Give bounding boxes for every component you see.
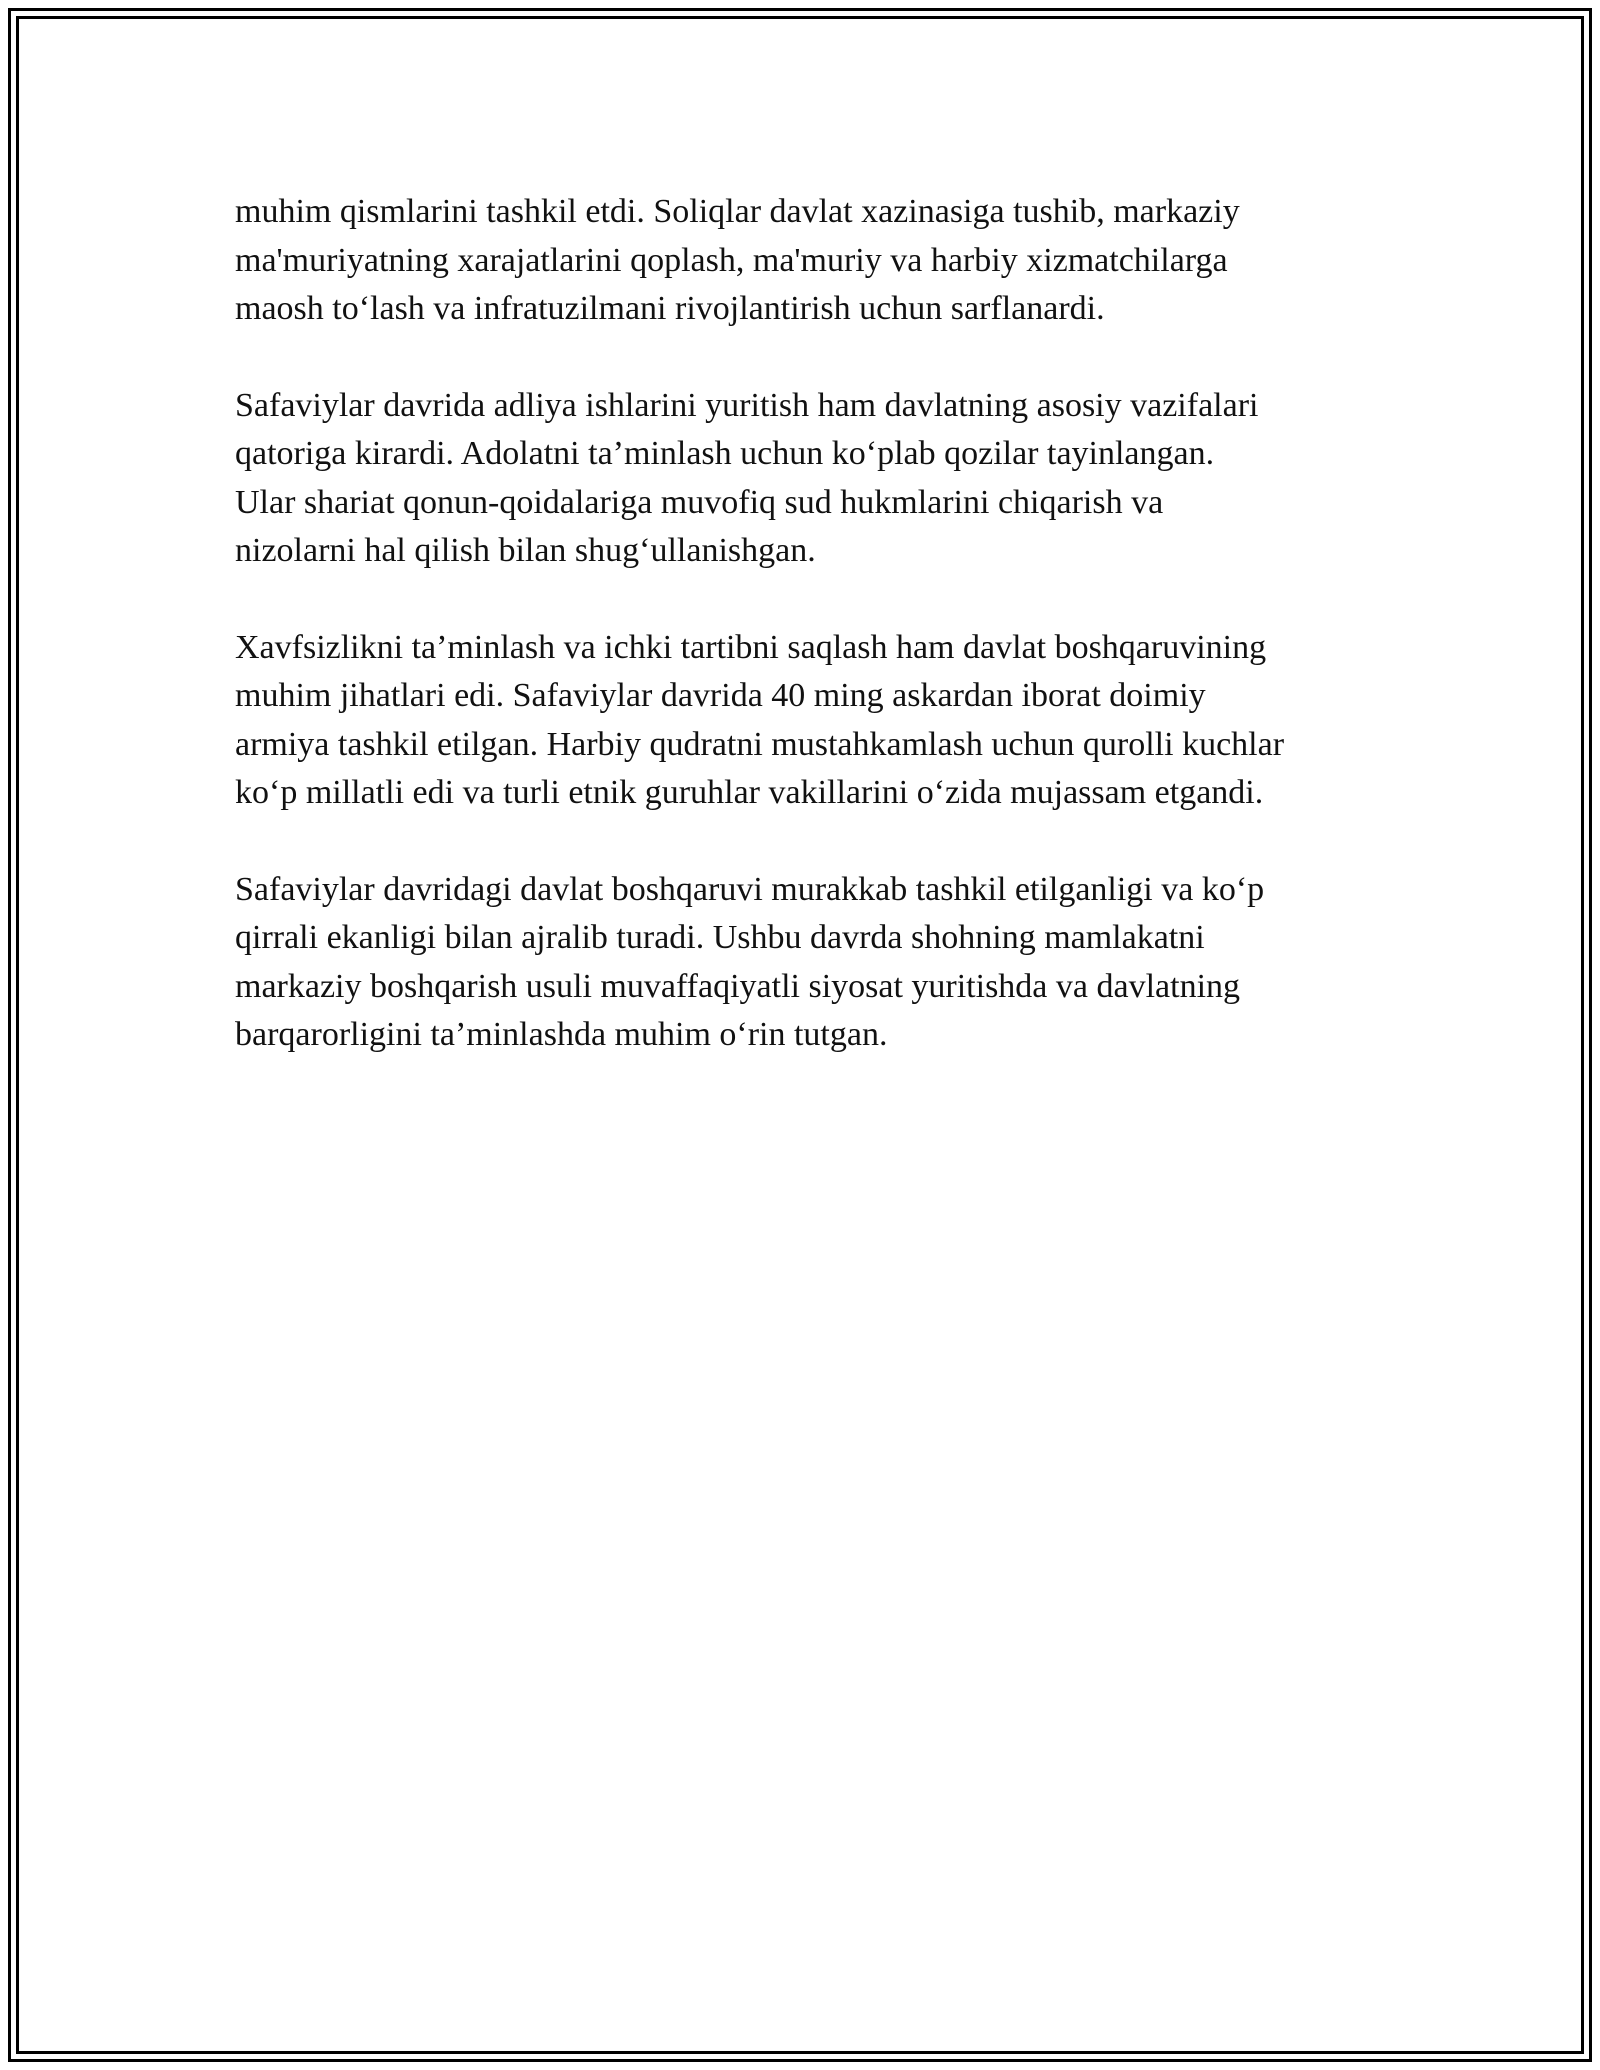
text-line: muhim jihatlari edi. Safaviylar davrida 40 ming askardan iborat doimiy bbox=[235, 677, 1206, 714]
text-line: nizolarni hal qilish bilan shug‘ullanishgan. bbox=[235, 532, 816, 569]
text-line: muhim qismlarini tashkil etdi. Soliqlar davlat xazinasiga tushib, markaziy bbox=[235, 193, 1240, 230]
text-line: barqarorligini ta’minlashda muhim o‘rin tutgan. bbox=[235, 1016, 888, 1053]
paragraph-taxes bbox=[235, 188, 1415, 334]
text-line: Safaviylar davridagi davlat boshqaruvi murakkab tashkil etilganligi va ko‘p bbox=[235, 870, 1265, 908]
text-line: armiya tashkil etilgan. Harbiy qudratni mustahkamlash uchun qurolli kuchlar bbox=[235, 725, 1285, 763]
text-line: ko‘p millatli edi va turli etnik guruhlar vakillarini o‘zida mujassam etgandi. bbox=[235, 774, 1264, 811]
text-line: ma'muriyatning xarajatlarini qoplash, ma'muriy va harbiy xizmatchilarga bbox=[235, 241, 1228, 279]
document-body bbox=[235, 188, 1415, 1108]
text-line: qirrali ekanligi bilan ajralib turadi. Ushbu davrda shohning mamlakatni bbox=[235, 919, 1205, 956]
text-line: markaziy boshqarish usuli muvaffaqiyatli siyosat yuritishda va davlatning bbox=[235, 967, 1241, 1005]
text-line: maosh to‘lash va infratuzilmani rivojlantirish uchun sarflanardi. bbox=[235, 290, 1105, 327]
text-line: Safaviylar davrida adliya ishlarini yuritish ham davlatning asosiy vazifalari bbox=[235, 386, 1259, 424]
paragraph-security bbox=[235, 624, 1415, 818]
paragraph-justice bbox=[235, 382, 1415, 576]
text-line: Xavfsizlikni ta’minlash va ichki tartibni saqlash ham davlat boshqaruvining bbox=[235, 628, 1267, 666]
text-line: Ular shariat qonun-qoidalariga muvofiq sud hukmlarini chiqarish va bbox=[235, 483, 1164, 521]
text-line: qatoriga kirardi. Adolatni ta’minlash uchun ko‘plab qozilar tayinlangan. bbox=[235, 435, 1215, 472]
paragraph-conclusion bbox=[235, 866, 1415, 1060]
